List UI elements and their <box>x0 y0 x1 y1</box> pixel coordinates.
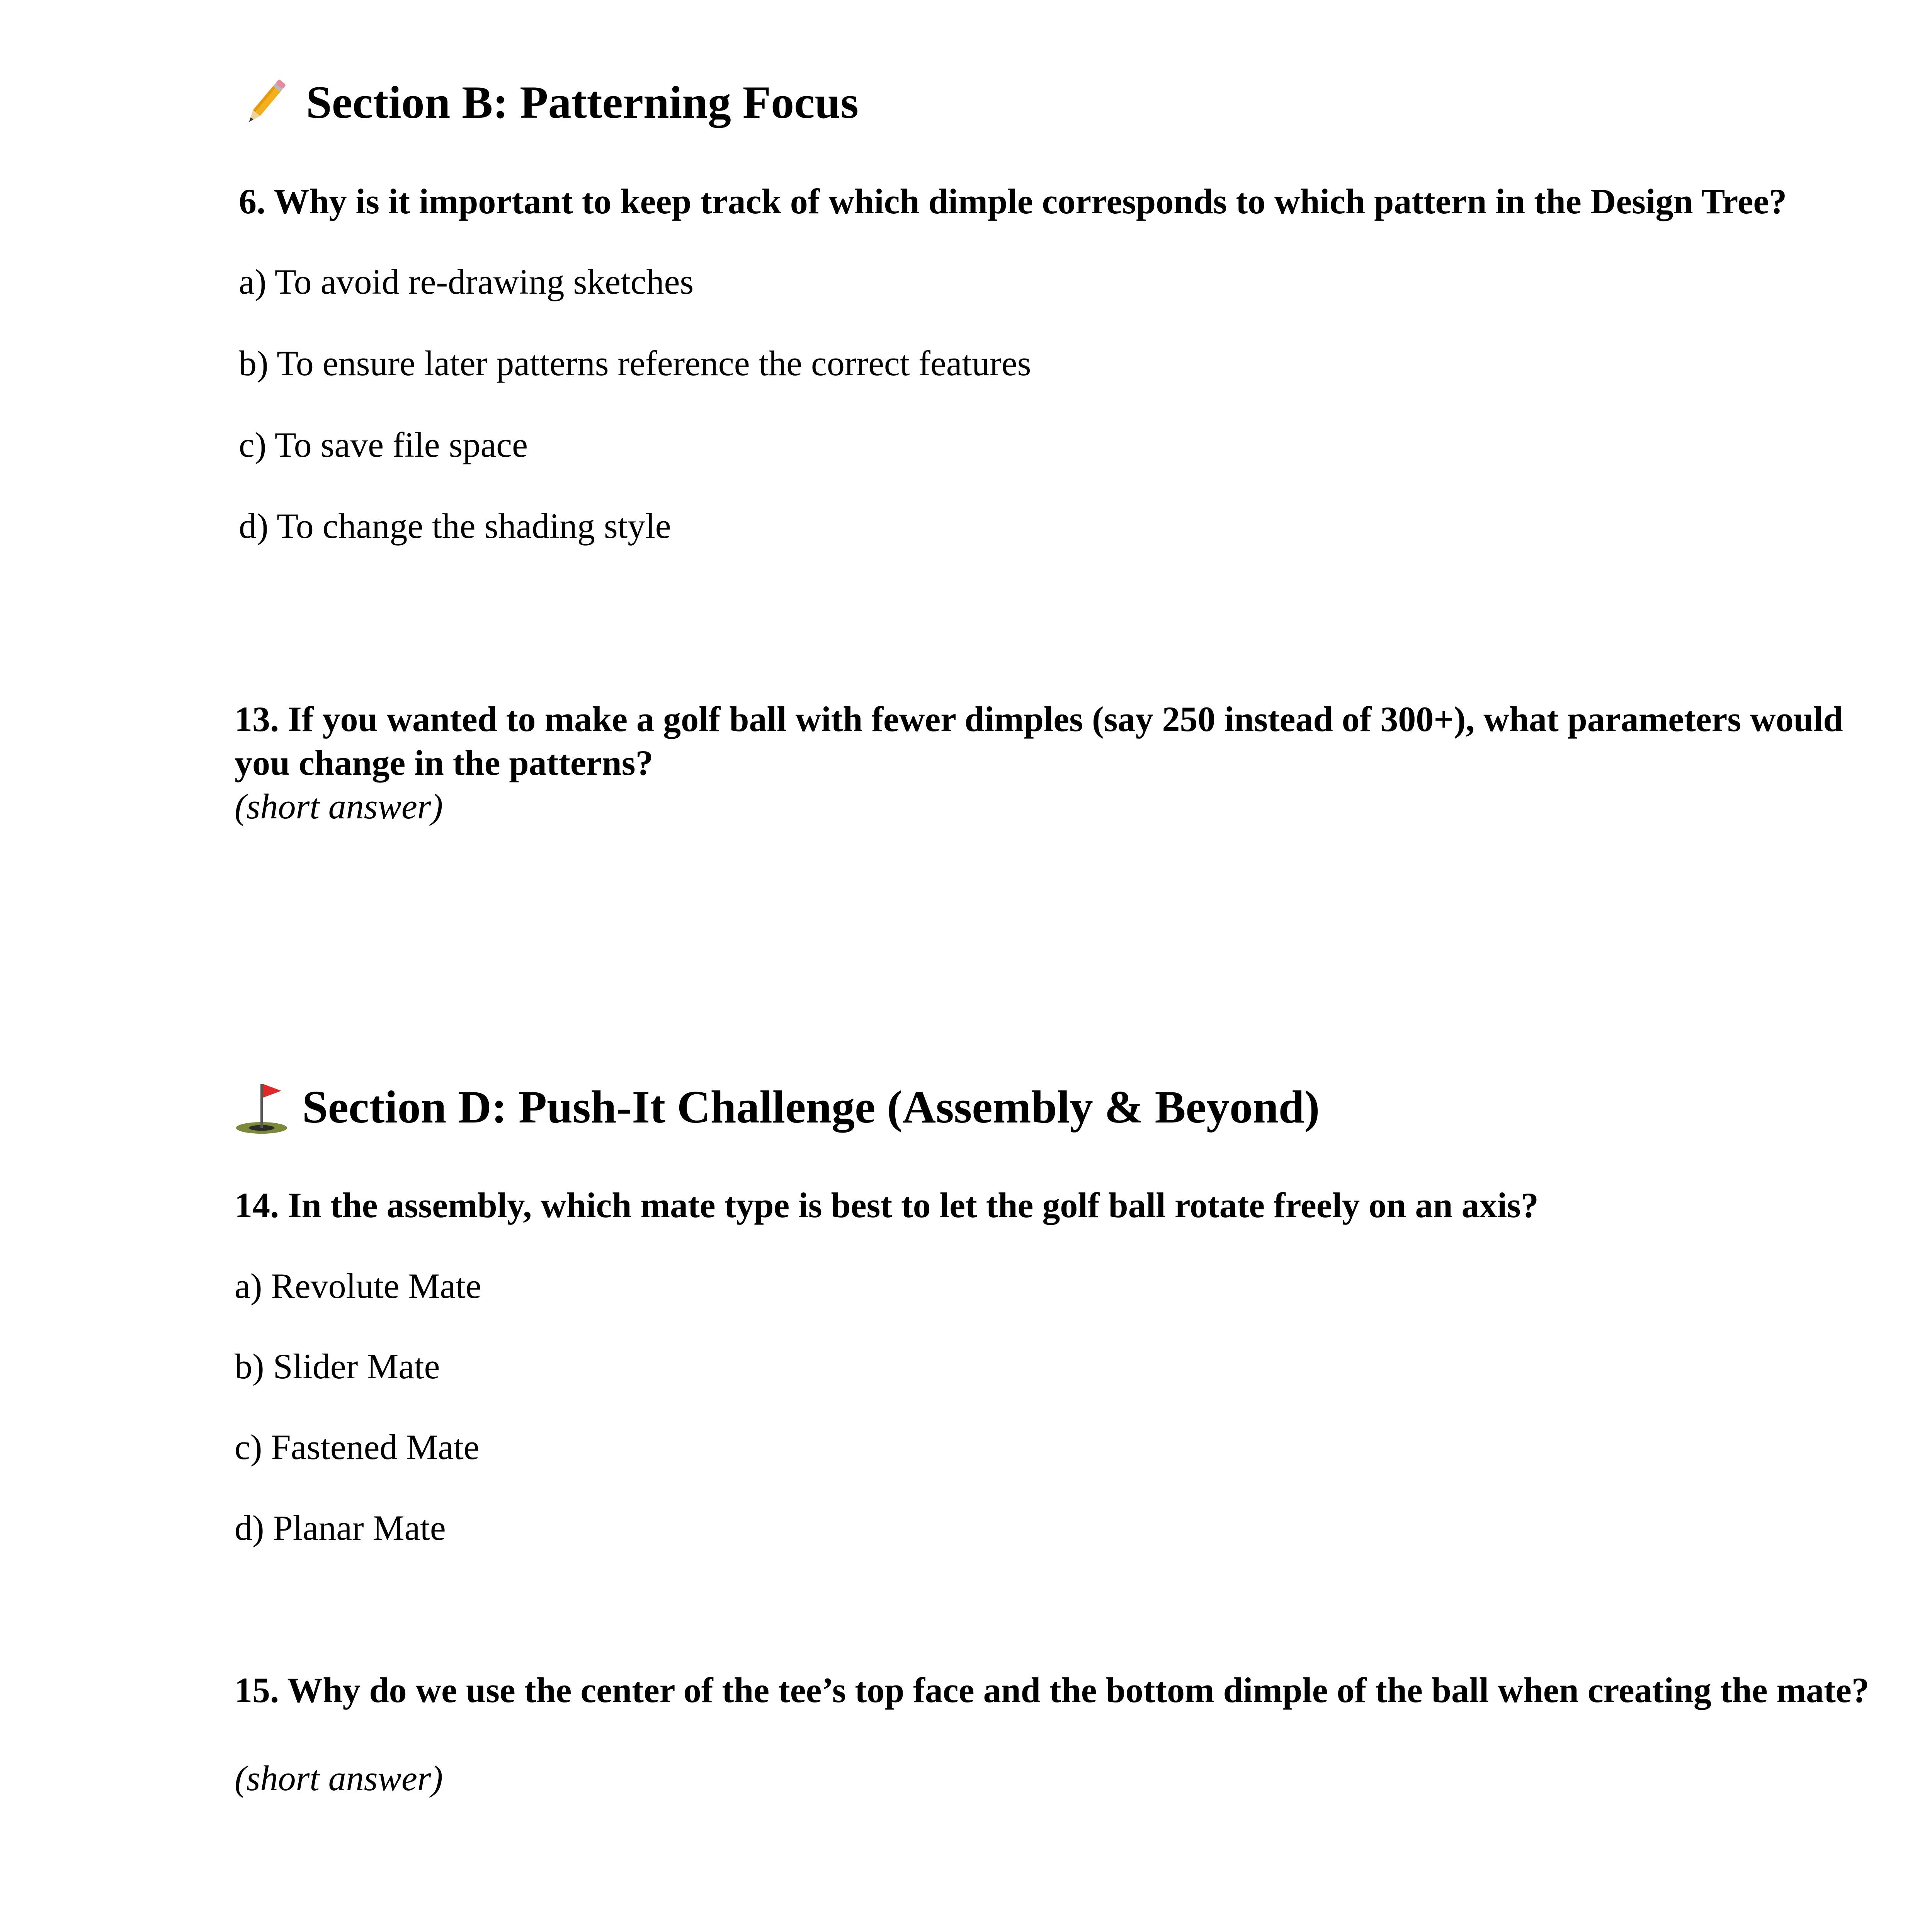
question-6-option-a: a) To avoid re-drawing sketches <box>239 262 694 301</box>
question-14: 14. In the assembly, which mate type is best to let the golf ball rotate freely on an axis? <box>235 1185 1539 1225</box>
section-b-heading <box>236 73 859 131</box>
section-d-heading <box>233 1078 1320 1136</box>
question-6: 6. Why is it important to keep track of which dimple corresponds to which pattern in the Design Tree? <box>239 182 1787 221</box>
question-6-option-b: b) To ensure later patterns reference the correct features <box>239 344 1031 383</box>
question-14-option-d: d) Planar Mate <box>235 1508 446 1548</box>
question-15-note: (short answer) <box>235 1759 443 1798</box>
section-d-title: Section D: Push-It Challenge (Assembly & Beyond) <box>302 1081 1320 1133</box>
question-6-option-d: d) To change the shading style <box>239 506 671 546</box>
question-14-option-b: b) Slider Mate <box>235 1347 440 1386</box>
section-b-title: Section B: Patterning Focus <box>306 77 859 128</box>
golf-flag-icon <box>233 1078 291 1136</box>
question-13: 13. If you wanted to make a golf ball with fewer dimples (say 250 instead of 300+), what parameters would you change in the patterns? <box>235 699 1843 782</box>
question-14-option-a: a) Revolute Mate <box>235 1266 481 1306</box>
question-14-option-c: c) Fastened Mate <box>235 1427 480 1467</box>
question-6-option-c: c) To save file space <box>239 425 528 464</box>
question-13-note: (short answer) <box>235 787 443 826</box>
pencil-icon <box>236 73 294 131</box>
question-15: 15. Why do we use the center of the tee’s top face and the bottom dimple of the ball when creating the mate? <box>235 1670 1869 1710</box>
